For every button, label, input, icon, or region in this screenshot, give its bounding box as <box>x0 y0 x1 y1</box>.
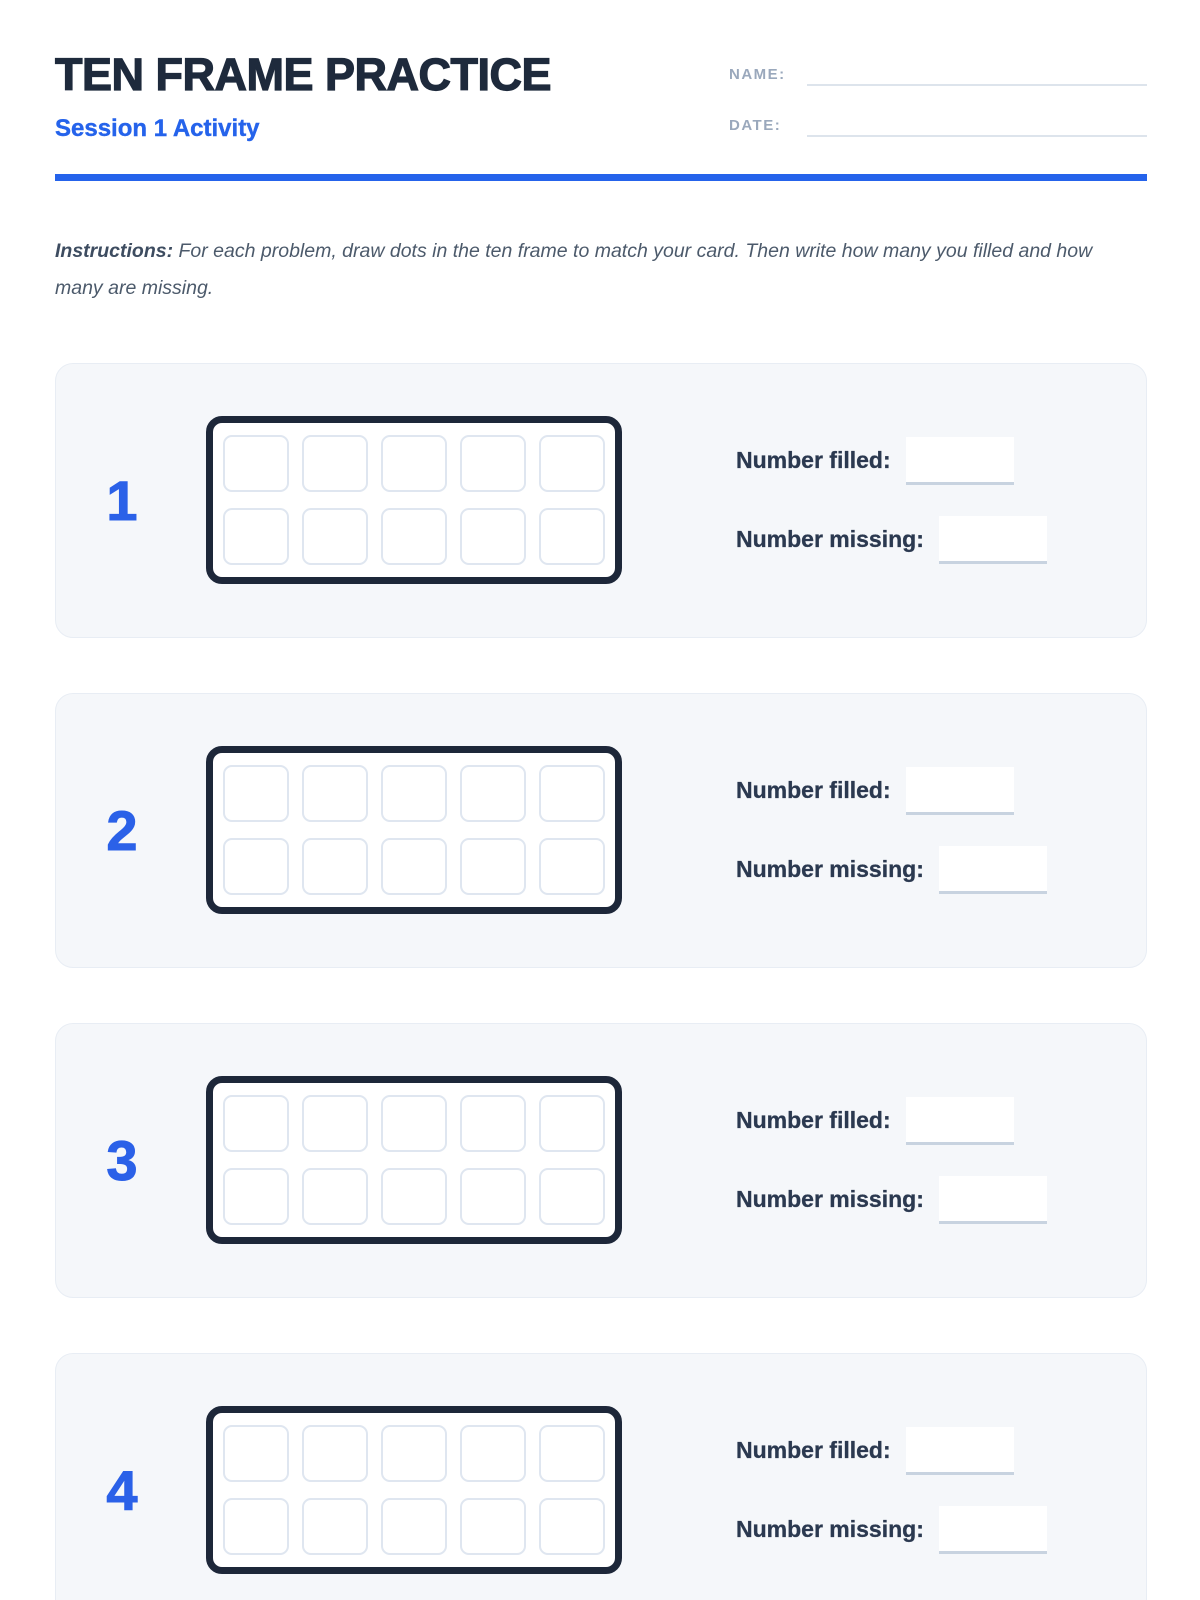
ten-frame-cell[interactable] <box>381 765 447 822</box>
missing-label: Number missing: <box>736 856 924 883</box>
date-label: DATE: <box>729 117 782 134</box>
ten-frame-cell[interactable] <box>223 1425 289 1482</box>
date-input-line[interactable] <box>807 111 1147 137</box>
page-title: TEN FRAME PRACTICE <box>55 49 551 100</box>
ten-frame-cell[interactable] <box>381 1168 447 1225</box>
filled-row <box>736 1427 1106 1475</box>
answers <box>736 437 1106 564</box>
missing-label: Number missing: <box>736 1186 924 1213</box>
instructions-body: For each problem, draw dots in the ten frame to match your card. Then write how many you filled and how many are missing. <box>55 240 1093 300</box>
date-field-row <box>729 111 1147 137</box>
problem-card-2 <box>55 693 1147 968</box>
filled-row <box>736 1097 1106 1145</box>
missing-label: Number missing: <box>736 1516 924 1543</box>
missing-answer-box[interactable] <box>939 516 1047 564</box>
ten-frame-cell[interactable] <box>539 765 605 822</box>
instructions-label: Instructions: <box>55 240 174 262</box>
ten-frame-cell[interactable] <box>539 508 605 565</box>
filled-row <box>736 767 1106 815</box>
ten-frame-cell[interactable] <box>223 435 289 492</box>
filled-label: Number filled: <box>736 1437 891 1464</box>
ten-frame-cell[interactable] <box>302 1498 368 1555</box>
missing-answer-box[interactable] <box>939 1506 1047 1554</box>
header-divider <box>55 174 1147 181</box>
ten-frame-cell[interactable] <box>381 435 447 492</box>
ten-frame-cell[interactable] <box>302 838 368 895</box>
ten-frame-cell[interactable] <box>539 1425 605 1482</box>
missing-answer-box[interactable] <box>939 1176 1047 1224</box>
ten-frame-cell[interactable] <box>539 1498 605 1555</box>
filled-answer-box[interactable] <box>906 767 1014 815</box>
header <box>55 50 1147 162</box>
problem-number: 3 <box>106 1128 138 1192</box>
problem-number: 4 <box>106 1458 138 1522</box>
answers <box>736 767 1106 894</box>
problem-card-4 <box>55 1353 1147 1600</box>
header-fields <box>729 60 1147 162</box>
problem-card-3 <box>55 1023 1147 1298</box>
ten-frame-cell[interactable] <box>539 1168 605 1225</box>
problem-card-1 <box>55 363 1147 638</box>
ten-frame-cell[interactable] <box>302 1095 368 1152</box>
ten-frame-cell[interactable] <box>460 765 526 822</box>
filled-answer-box[interactable] <box>906 437 1014 485</box>
missing-row <box>736 516 1106 564</box>
ten-frame <box>206 1406 622 1574</box>
ten-frame-cell[interactable] <box>223 508 289 565</box>
ten-frame <box>206 746 622 914</box>
ten-frame-cell[interactable] <box>223 1498 289 1555</box>
ten-frame-cell[interactable] <box>223 765 289 822</box>
ten-frame <box>206 1076 622 1244</box>
ten-frame-cell[interactable] <box>539 1095 605 1152</box>
name-input-line[interactable] <box>807 60 1147 86</box>
instructions-text <box>55 233 1103 308</box>
ten-frame-cell[interactable] <box>539 435 605 492</box>
ten-frame-cell[interactable] <box>460 1168 526 1225</box>
ten-frame-cell[interactable] <box>381 508 447 565</box>
ten-frame-cell[interactable] <box>460 435 526 492</box>
missing-row <box>736 846 1106 894</box>
ten-frame-cell[interactable] <box>381 1498 447 1555</box>
name-field-row <box>729 60 1147 86</box>
ten-frame-cell[interactable] <box>381 838 447 895</box>
ten-frame-cell[interactable] <box>539 838 605 895</box>
ten-frame-cell[interactable] <box>460 1425 526 1482</box>
name-label: NAME: <box>729 66 786 83</box>
header-titles <box>55 50 551 143</box>
missing-label: Number missing: <box>736 526 924 553</box>
ten-frame <box>206 416 622 584</box>
ten-frame-cell[interactable] <box>302 1168 368 1225</box>
ten-frame-cell[interactable] <box>381 1425 447 1482</box>
ten-frame-cell[interactable] <box>302 435 368 492</box>
answers <box>736 1097 1106 1224</box>
ten-frame-cell[interactable] <box>302 1425 368 1482</box>
ten-frame-cell[interactable] <box>460 1095 526 1152</box>
missing-row <box>736 1506 1106 1554</box>
filled-label: Number filled: <box>736 777 891 804</box>
ten-frame-cell[interactable] <box>460 1498 526 1555</box>
ten-frame-cell[interactable] <box>302 508 368 565</box>
filled-label: Number filled: <box>736 1107 891 1134</box>
filled-answer-box[interactable] <box>906 1097 1014 1145</box>
ten-frame-cell[interactable] <box>381 1095 447 1152</box>
ten-frame-cell[interactable] <box>223 838 289 895</box>
ten-frame-cell[interactable] <box>460 508 526 565</box>
ten-frame-cell[interactable] <box>223 1168 289 1225</box>
filled-label: Number filled: <box>736 447 891 474</box>
page-subtitle: Session 1 Activity <box>55 114 260 142</box>
ten-frame-cell[interactable] <box>460 838 526 895</box>
answers <box>736 1427 1106 1554</box>
missing-answer-box[interactable] <box>939 846 1047 894</box>
filled-row <box>736 437 1106 485</box>
ten-frame-cell[interactable] <box>223 1095 289 1152</box>
missing-row <box>736 1176 1106 1224</box>
ten-frame-cell[interactable] <box>302 765 368 822</box>
filled-answer-box[interactable] <box>906 1427 1014 1475</box>
problem-number: 2 <box>106 798 138 862</box>
problem-number: 1 <box>106 468 138 532</box>
